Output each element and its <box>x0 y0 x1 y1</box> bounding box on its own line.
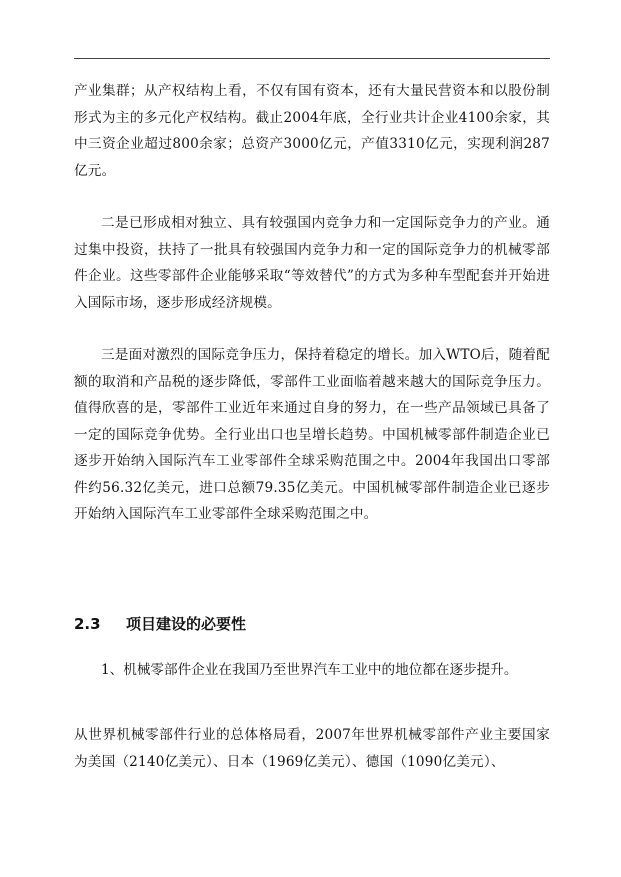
paragraph-block-2 <box>74 210 550 316</box>
section-heading <box>74 612 550 636</box>
section-title: 项目建设的必要性 <box>126 615 247 633</box>
paragraph-block-4 <box>74 722 550 775</box>
list-item-1: 1、机械零部件企业在我国乃至世界汽车工业中的地位都在逐步提升。 <box>101 662 518 678</box>
paragraph-3: 三是面对激烈的国际竞争压力，保持着稳定的增长。加入WTO后，随着配额的取消和产品税的逐步降低，零部件工业面临着越来越大的国际竞争压力。值得欣喜的是，零部件工业近年来通过自身的努力，在一些产品领域已具备了一定的国际竞争优势。全行业出口也呈增长趋势。中国机械零部件制造企业已逐步开始纳入国际汽车工业零部件全球采购范围之中。2004年我国出口零部件约56.32亿美元，进口总额79.35亿美元。中国机械零部件制造企业已逐步开始纳入国际汽车工业零部件全球采购范围之中。 <box>74 347 550 522</box>
paragraph-block-3 <box>74 342 550 528</box>
paragraph-2: 二是已形成相对独立、具有较强国内竞争力和一定国际竞争力的产业。通过集中投资，扶持了一批具有较强国内竞争力和一定的国际竞争力的机械零部件企业。这些零部件企业能够采取“等效替代”的方式为多种车型配套并开始进入国际市场，逐步形成经济规模。 <box>74 215 550 311</box>
header-rule <box>74 58 550 59</box>
section-number: 2.3 <box>74 615 101 633</box>
paragraph-4: 从世界机械零部件行业的总体格局看，2007年世界机械零部件产业主要国家为美国（2140亿美元）、日本（1969亿美元）、德国（1090亿美元）、 <box>74 727 550 770</box>
paragraph-block-1 <box>74 78 550 184</box>
paragraph-1: 产业集群；从产权结构上看，不仅有国有资本，还有大量民营资本和以股份制形式为主的多元化产权结构。截止2004年底，全行业共计企业4100余家，其中三资企业超过800余家；总资产3000亿元，产值3310亿元，实现利润287亿元。 <box>74 83 550 179</box>
